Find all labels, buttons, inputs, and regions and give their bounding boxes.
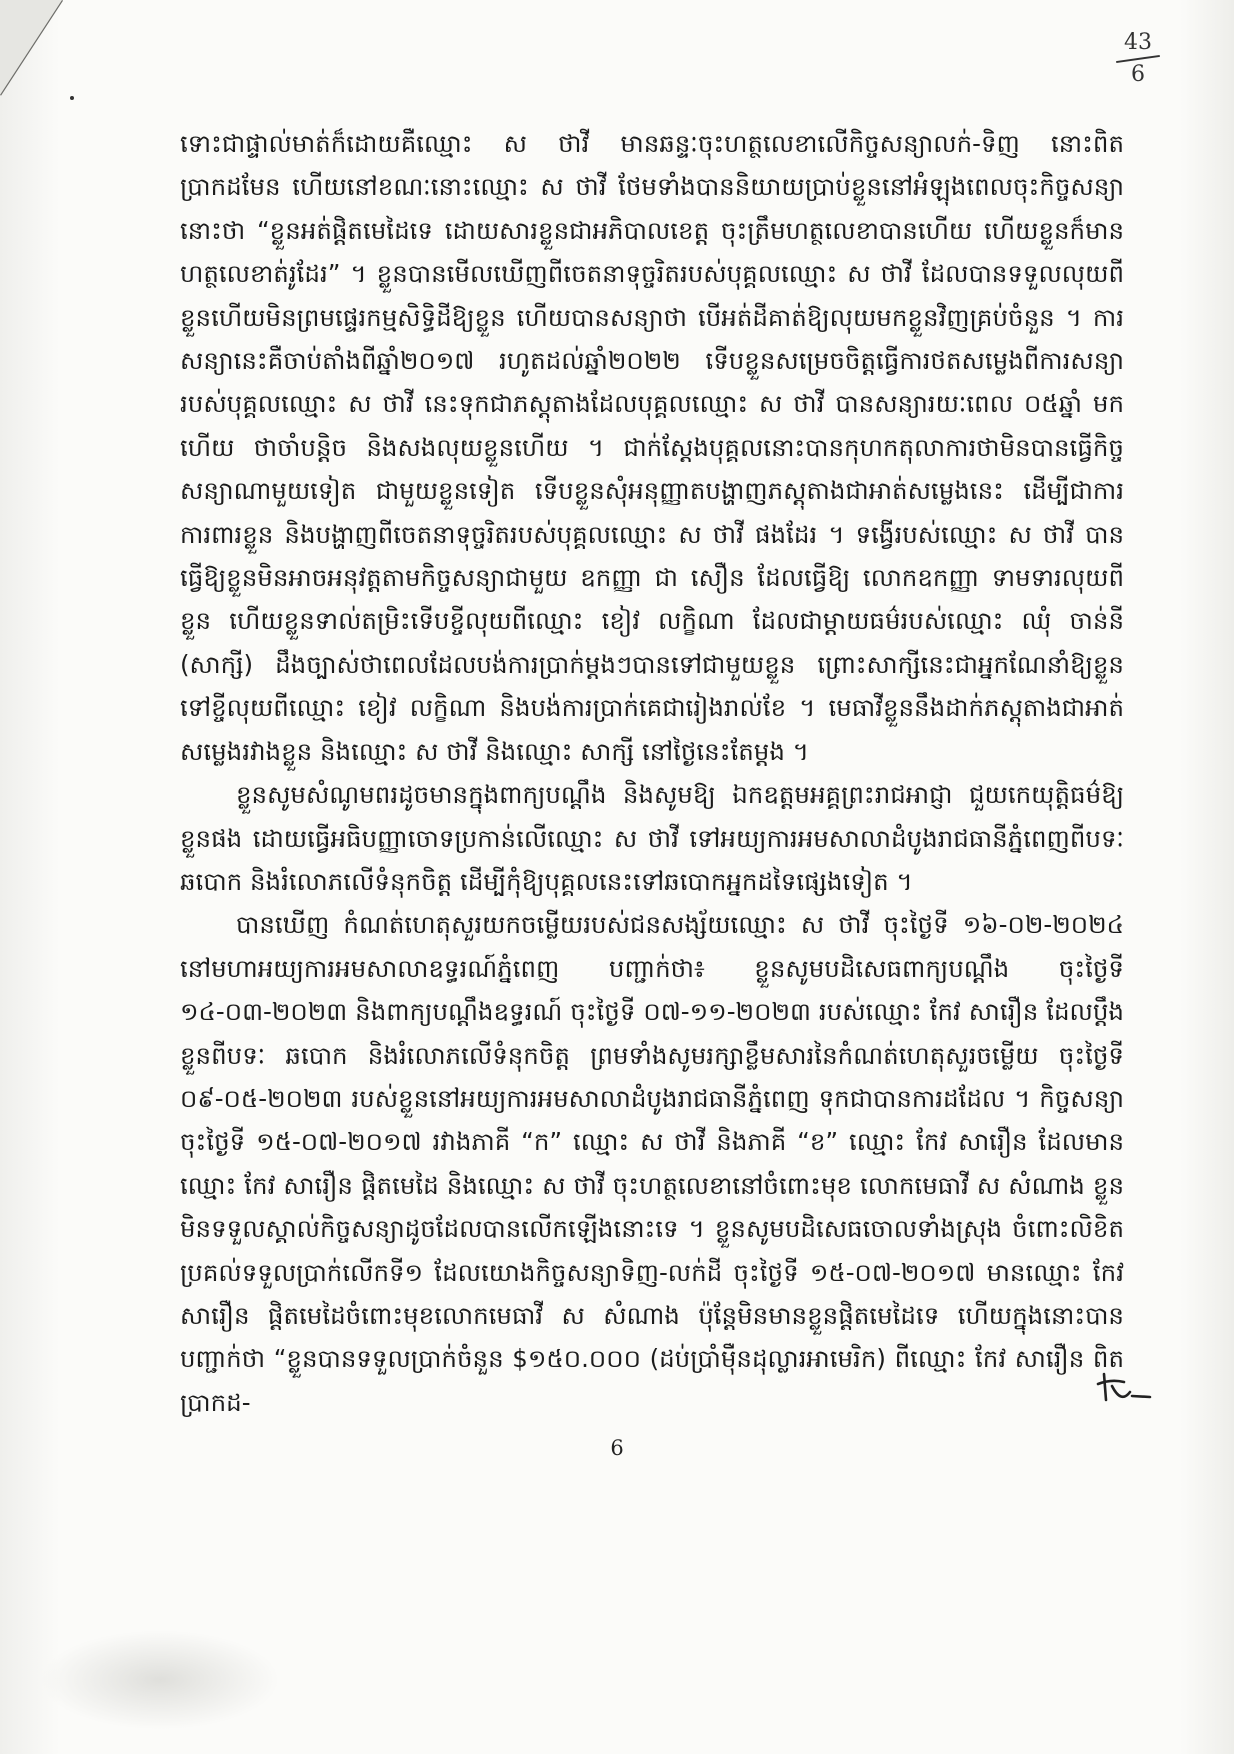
handwritten-page-mark [1108, 30, 1168, 88]
initials-signature [1094, 1366, 1154, 1410]
body-paragraph-2: ខ្លួនសូមសំណូមពរដូចមានក្នុងពាក្យបណ្តឹង និងសូមឱ្យ ឯកឧត្តមអគ្គព្រះរាជអាជ្ញា ជួយកេយុត្តិធម៌ឱ្យខ្លួនផង ដោយធ្វើអធិបញ្ញាចោទប្រកាន់លើឈ្មោះ ស ថាវី ទៅអយ្យការអមសាលាដំបូងរាជធានីភ្នំពេញពីបទៈ ឆបោក និងរំលោភលើទំនុកចិត្ត ដើម្បីកុំឱ្យបុគ្គលនេះទៅឆបោកអ្នកដទៃផ្សេងទៀត ។ [180, 780, 1124, 896]
page-number: 6 [610, 1436, 624, 1460]
ink-dot [70, 96, 74, 100]
body-paragraph-3: បានឃើញ កំណត់ហេតុសួរយកចម្លើយរបស់ជនសង្ស័យឈ្មោះ ស ថាវី ចុះថ្ងៃទី ១៦-០២-២០២៤ នៅមហាអយ្យការអមសាលាឧទ្ធរណ៍ភ្នំពេញ បញ្ជាក់ថា៖ ខ្លួនសូមបដិសេធពាក្យបណ្តឹង ចុះថ្ងៃទី ១៤-០៣-២០២៣ និងពាក្យបណ្តឹងឧទ្ធរណ៍ ចុះថ្ងៃទី ០៧-១១-២០២៣ របស់ឈ្មោះ កែវ សារឿន ដែលប្តឹងខ្លួនពីបទៈ ឆបោក និងរំលោភលើទំនុកចិត្ត ព្រមទាំងសូមរក្សាខ្លឹមសារនៃកំណត់ហេតុសួរចម្លើយ ចុះថ្ងៃទី ០៩-០៥-២០២៣ របស់ខ្លួននៅអយ្យការអមសាលាដំបូងរាជធានីភ្នំពេញ ទុកជាបានការដដែល ។ កិច្ចសន្យា ចុះថ្ងៃទី ១៥-០៧-២០១៧ រវាងភាគី “ក” ឈ្មោះ ស ថាវី និងភាគី “ខ” ឈ្មោះ កែវ សារឿន ដែលមានឈ្មោះ កែវ សារឿន ផ្តិតមេដៃ និងឈ្មោះ ស ថាវី ចុះហត្ថលេខានៅចំពោះមុខ លោកមេធាវី ស សំណាង ខ្លួនមិនទទួលស្គាល់កិច្ចសន្យាដូចដែលបានលើកឡើងនោះទេ ។ ខ្លួនសូមបដិសេធចោលទាំងស្រុង ចំពោះលិខិតប្រគល់ទទួលប្រាក់លើកទី១ ដែលយោងកិច្ចសន្យាទិញ-លក់ដី ចុះថ្ងៃទី ១៥-០៧-២០១៧ មានឈ្មោះ កែវ សារឿន ផ្តិតមេដៃចំពោះមុខលោកមេធាវី ស សំណាង ប៉ុន្តែមិនមានខ្លួនផ្តិតមេដៃទេ ហើយក្នុងនោះបានបញ្ជាក់ថា “ខ្លួនបានទទួលប្រាក់ចំនួន $១៥០.០០០ (ដប់ប្រាំម៉ឺនដុល្លារអាមេរិក) ពីឈ្មោះ កែវ សារឿន ពិតប្រាកដ- [180, 910, 1124, 1417]
scan-smudge [40, 1630, 280, 1730]
document-body [180, 122, 1124, 1424]
corner-fold-mark [0, 0, 110, 110]
page-mark-top: 43 [1124, 30, 1152, 55]
page-mark-bottom: 6 [1131, 62, 1145, 87]
body-paragraph-1: ទោះជាផ្ទាល់មាត់ក៏ដោយគឺឈ្មោះ ស ថាវី មានឆន្ទៈចុះហត្ថលេខាលើកិច្ចសន្យាលក់-ទិញ នោះពិតប្រាកដមែន ហើយនៅខណៈនោះឈ្មោះ ស ថាវី ថែមទាំងបាននិយាយប្រាប់ខ្លួននៅអំឡុងពេលចុះកិច្ចសន្យានោះថា “ខ្លួនអត់ផ្តិតមេដៃទេ ដោយសារខ្លួនជាអភិបាលខេត្ត ចុះត្រឹមហត្ថលេខាបានហើយ ហើយខ្លួនក៏មានហត្ថលេខាត់រូដែរ” ។ ខ្លួនបានមើលឃើញពីចេតនាទុច្ចរិតរបស់បុគ្គលឈ្មោះ ស ថាវី ដែលបានទទួលលុយពីខ្លួនហើយមិនព្រមផ្ទេរកម្មសិទ្ធិដីឱ្យខ្លួន ហើយបានសន្យាថា បើអត់ដីគាត់ឱ្យលុយមកខ្លួនវិញគ្រប់ចំនួន ។ ការសន្យានេះគឺចាប់តាំងពីឆ្នាំ២០១៧ រហូតដល់ឆ្នាំ២០២២ ទើបខ្លួនសម្រេចចិត្តធ្វើការថតសម្លេងពីការសន្យារបស់បុគ្គលឈ្មោះ ស ថាវី នេះទុកជាភស្តុតាងដែលបុគ្គលឈ្មោះ ស ថាវី បានសន្យារយៈពេល ០៥ឆ្នាំ មកហើយ ថាចាំបន្តិច និងសងលុយខ្លួនហើយ ។ ជាក់ស្តែងបុគ្គលនោះបានកុហកតុលាការថាមិនបានធ្វើកិច្ចសន្យាណាមួយទៀត ជាមួយខ្លួនទៀត ទើបខ្លួនសុំអនុញ្ញាតបង្ហាញភស្តុតាងជាអាត់សម្លេងនេះ ដើម្បីជាការការពារខ្លួន និងបង្ហាញពីចេតនាទុច្ចរិតរបស់បុគ្គលឈ្មោះ ស ថាវី ផងដែរ ។ ទង្វើរបស់ឈ្មោះ ស ថាវី បានធ្វើឱ្យខ្លួនមិនអាចអនុវត្តតាមកិច្ចសន្យាជាមួយ ឧកញ្ញា ជា សឿន ដែលធ្វើឱ្យ លោកឧកញ្ញា ទាមទារលុយពីខ្លួន ហើយខ្លួនទាល់តម្រិះទើបខ្ចីលុយពីឈ្មោះ ខៀវ លក្ខិណា ដែលជាម្តាយធម៌របស់ឈ្មោះ ឈុំ ចាន់នី (សាក្សី) ដឹងច្បាស់ថាពេលដែលបង់ការប្រាក់ម្តងៗបានទៅជាមួយខ្លួន ព្រោះសាក្សីនេះជាអ្នកណែនាំឱ្យខ្លួនទៅខ្ចីលុយពីឈ្មោះ ខៀវ លក្ខិណា និងបង់ការប្រាក់គេជារៀងរាល់ខែ ។ មេធាវីខ្លួននឹងដាក់ភស្តុតាងជាអាត់សម្លេងរវាងខ្លួន និងឈ្មោះ ស ថាវី និងឈ្មោះ សាក្សី នៅថ្ងៃនេះតែម្តង ។ [180, 129, 1124, 766]
